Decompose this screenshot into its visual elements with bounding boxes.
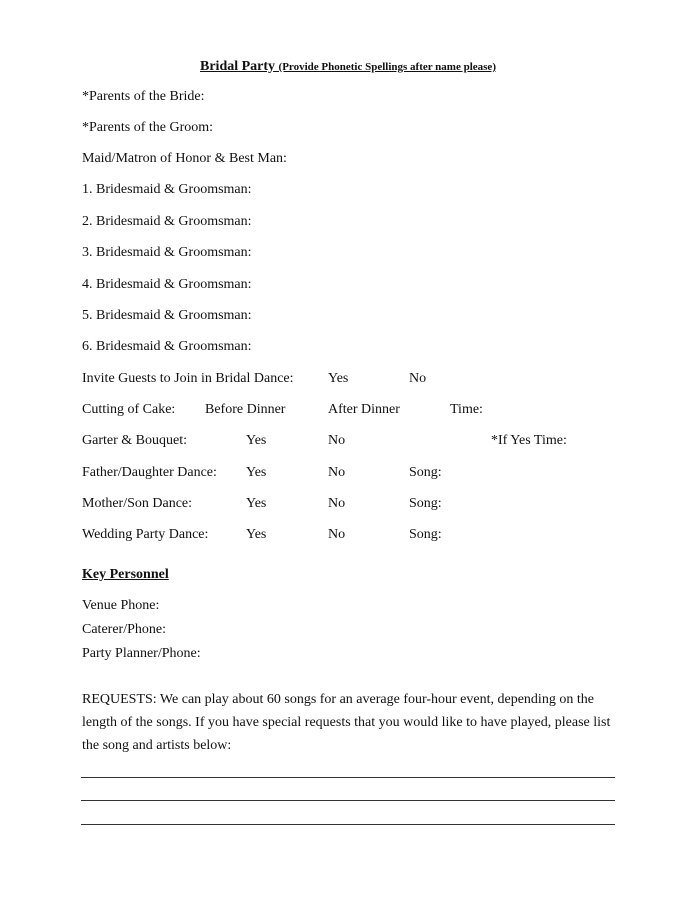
mother-son-yes: Yes xyxy=(246,496,267,511)
bridesmaid-pair-3-label: 3. Bridesmaid & Groomsman: xyxy=(82,245,252,260)
parents-groom-label: *Parents of the Groom: xyxy=(82,120,214,135)
venue-phone-label: Venue Phone: xyxy=(82,598,160,613)
caterer-phone-label: Caterer/Phone: xyxy=(82,622,166,637)
maid-honor-label: Maid/Matron of Honor & Best Man: xyxy=(82,151,287,166)
cake-before-dinner: Before Dinner xyxy=(205,402,286,417)
cake-after-dinner: After Dinner xyxy=(328,402,400,417)
father-daughter-yes: Yes xyxy=(246,465,267,480)
party-planner-phone-label: Party Planner/Phone: xyxy=(82,646,201,661)
wedding-party-dance-song: Song: xyxy=(409,527,442,542)
parents-bride-label: *Parents of the Bride: xyxy=(82,89,205,104)
mother-son-song: Song: xyxy=(409,496,442,511)
garter-label: Garter & Bouquet: xyxy=(82,433,187,448)
request-line-2 xyxy=(81,800,615,801)
bridesmaid-pair-5-label: 5. Bridesmaid & Groomsman: xyxy=(82,308,252,323)
title-main: Bridal Party xyxy=(200,59,276,74)
wedding-party-dance-no: No xyxy=(328,527,346,542)
garter-yes: Yes xyxy=(246,433,267,448)
key-personnel-heading: Key Personnel xyxy=(82,567,169,582)
bridesmaid-pair-1-label: 1. Bridesmaid & Groomsman: xyxy=(82,182,252,197)
bridesmaid-pair-2-label: 2. Bridesmaid & Groomsman: xyxy=(82,214,252,229)
page-title xyxy=(0,60,696,74)
bridesmaid-pair-4-label: 4. Bridesmaid & Groomsman: xyxy=(82,277,252,292)
garter-if-yes-time: *If Yes Time: xyxy=(491,433,567,448)
father-daughter-label: Father/Daughter Dance: xyxy=(82,465,217,480)
father-daughter-no: No xyxy=(328,465,346,480)
garter-no: No xyxy=(328,433,346,448)
wedding-party-dance-label: Wedding Party Dance: xyxy=(82,527,209,542)
title-sub: (Provide Phonetic Spellings after name please) xyxy=(278,61,496,73)
invite-guests-label: Invite Guests to Join in Bridal Dance: xyxy=(82,371,294,386)
bridesmaid-pair-6-label: 6. Bridesmaid & Groomsman: xyxy=(82,339,252,354)
requests-paragraph: REQUESTS: We can play about 60 songs for an average four-hour event, depending on the length of the songs. If you have special requests that you would like to have played, please list the song and artists below: xyxy=(82,692,611,753)
mother-son-label: Mother/Son Dance: xyxy=(82,496,193,511)
father-daughter-song: Song: xyxy=(409,465,442,480)
invite-guests-no: No xyxy=(409,371,427,386)
request-line-1 xyxy=(81,777,615,778)
invite-guests-yes: Yes xyxy=(328,371,349,386)
cake-label: Cutting of Cake: xyxy=(82,402,176,417)
cake-time: Time: xyxy=(450,402,483,417)
mother-son-no: No xyxy=(328,496,346,511)
wedding-party-dance-yes: Yes xyxy=(246,527,267,542)
request-line-3 xyxy=(81,824,615,825)
